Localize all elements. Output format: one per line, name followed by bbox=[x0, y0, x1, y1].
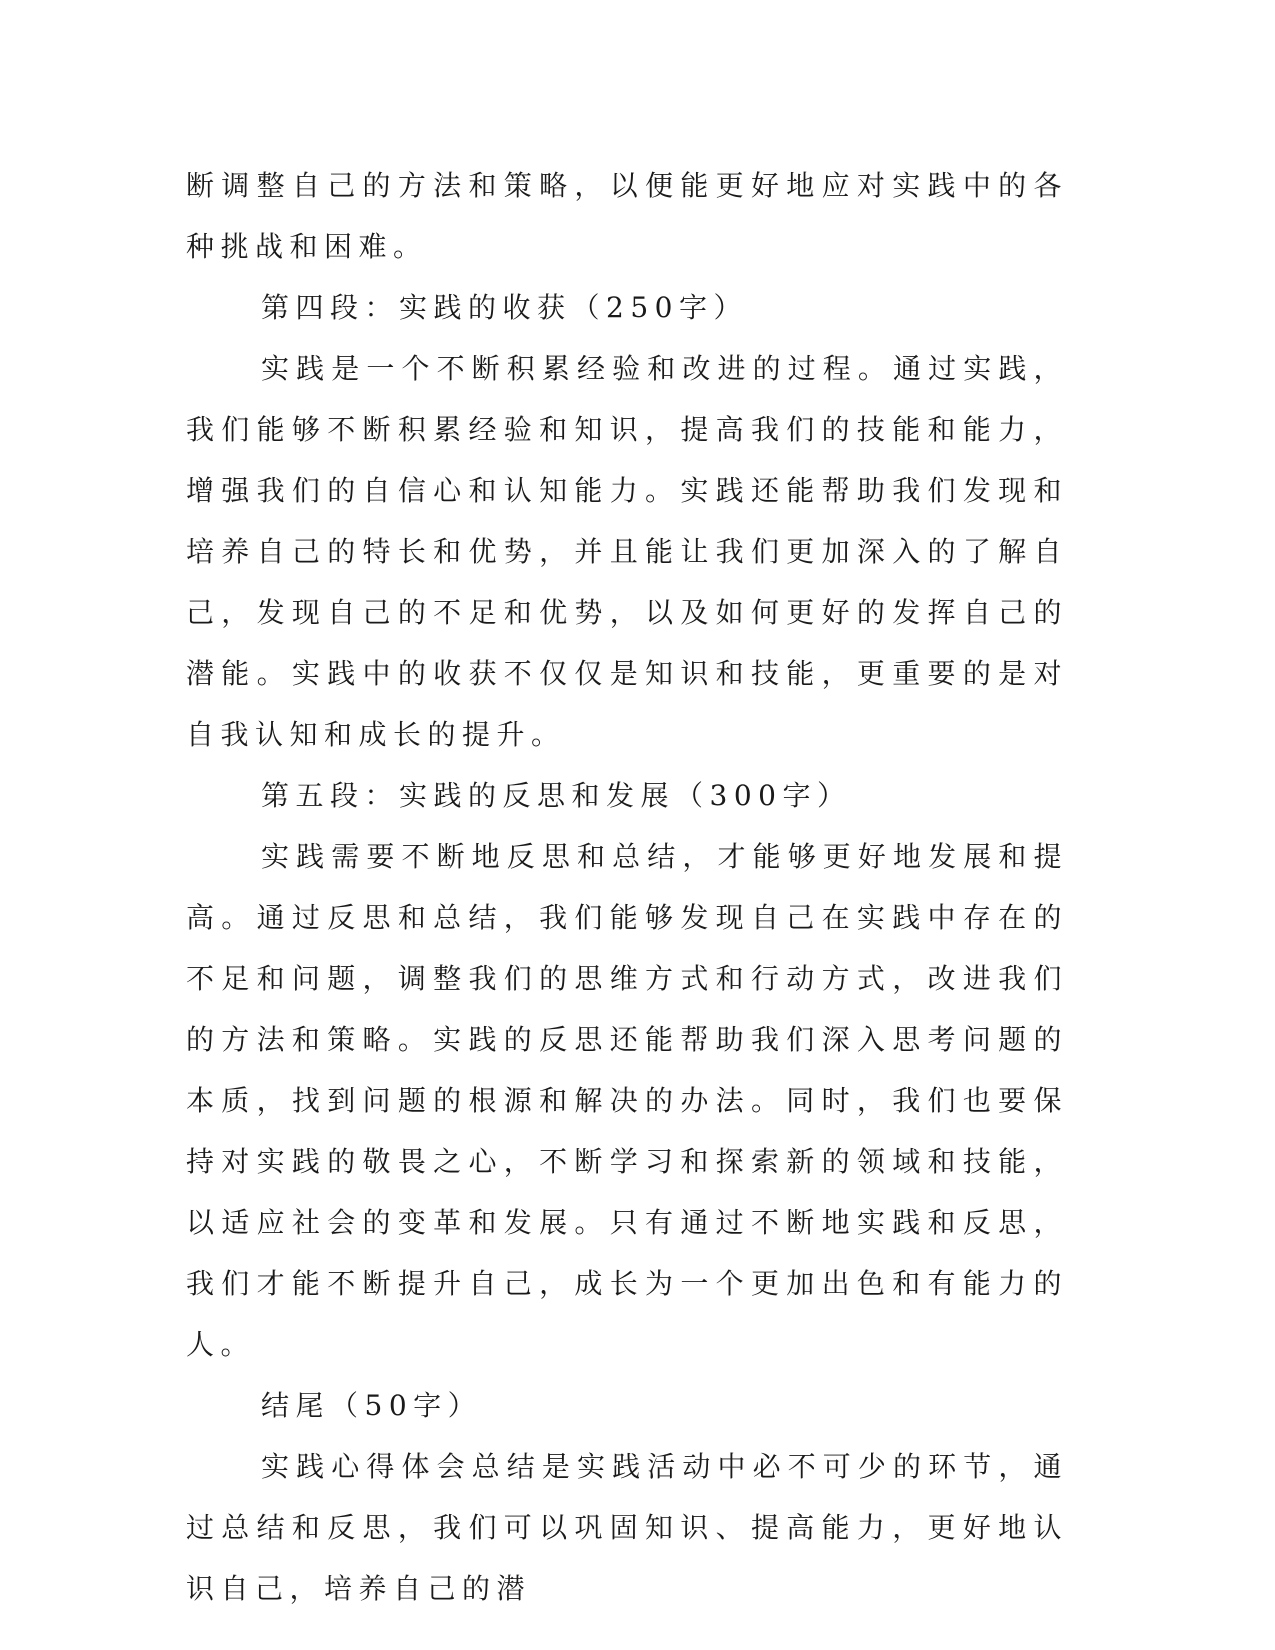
conclusion-heading: 结尾（50字） bbox=[261, 1389, 483, 1422]
section-5-paragraph: 实践需要不断地反思和总结，才能够更好地发展和提高。通过反思和总结，我们能够发现自己在实践中存在的不足和问题，调整我们的思维方式和行动方式，改进我们的方法和策略。实践的反思还能帮助我们深入思考问题的本质，找到问题的根源和解决的办法。同时，我们也要保持对实践的敬畏之心，不断学习和探索新的领域和技能，以适应社会的变革和发展。只有通过不断地实践和反思，我们才能不断提升自己，成长为一个更加出色和有能力的人。 bbox=[186, 840, 1068, 1361]
section-heading-5: 第五段：实践的反思和发展（300字） bbox=[261, 779, 852, 812]
section-4-paragraph: 实践是一个不断积累经验和改进的过程。通过实践，我们能够不断积累经验和知识，提高我们的技能和能力，增强我们的自信心和认知能力。实践还能帮助我们发现和培养自己的特长和优势，并且能让我们更加深入的了解自己，发现自己的不足和优势，以及如何更好的发挥自己的潜能。实践中的收获不仅仅是知识和技能，更重要的是对自我认知和成长的提升。 bbox=[186, 352, 1068, 751]
continuation-paragraph: 断调整自己的方法和策略，以便能更好地应对实践中的各种挑战和困难。 bbox=[186, 169, 1068, 263]
section-heading-4: 第四段：实践的收获（250字） bbox=[261, 291, 748, 324]
document-body bbox=[186, 155, 1068, 1619]
conclusion-paragraph: 实践心得体会总结是实践活动中必不可少的环节，通过总结和反思，我们可以巩固知识、提高能力，更好地认识自己，培养自己的潜 bbox=[186, 1450, 1068, 1605]
